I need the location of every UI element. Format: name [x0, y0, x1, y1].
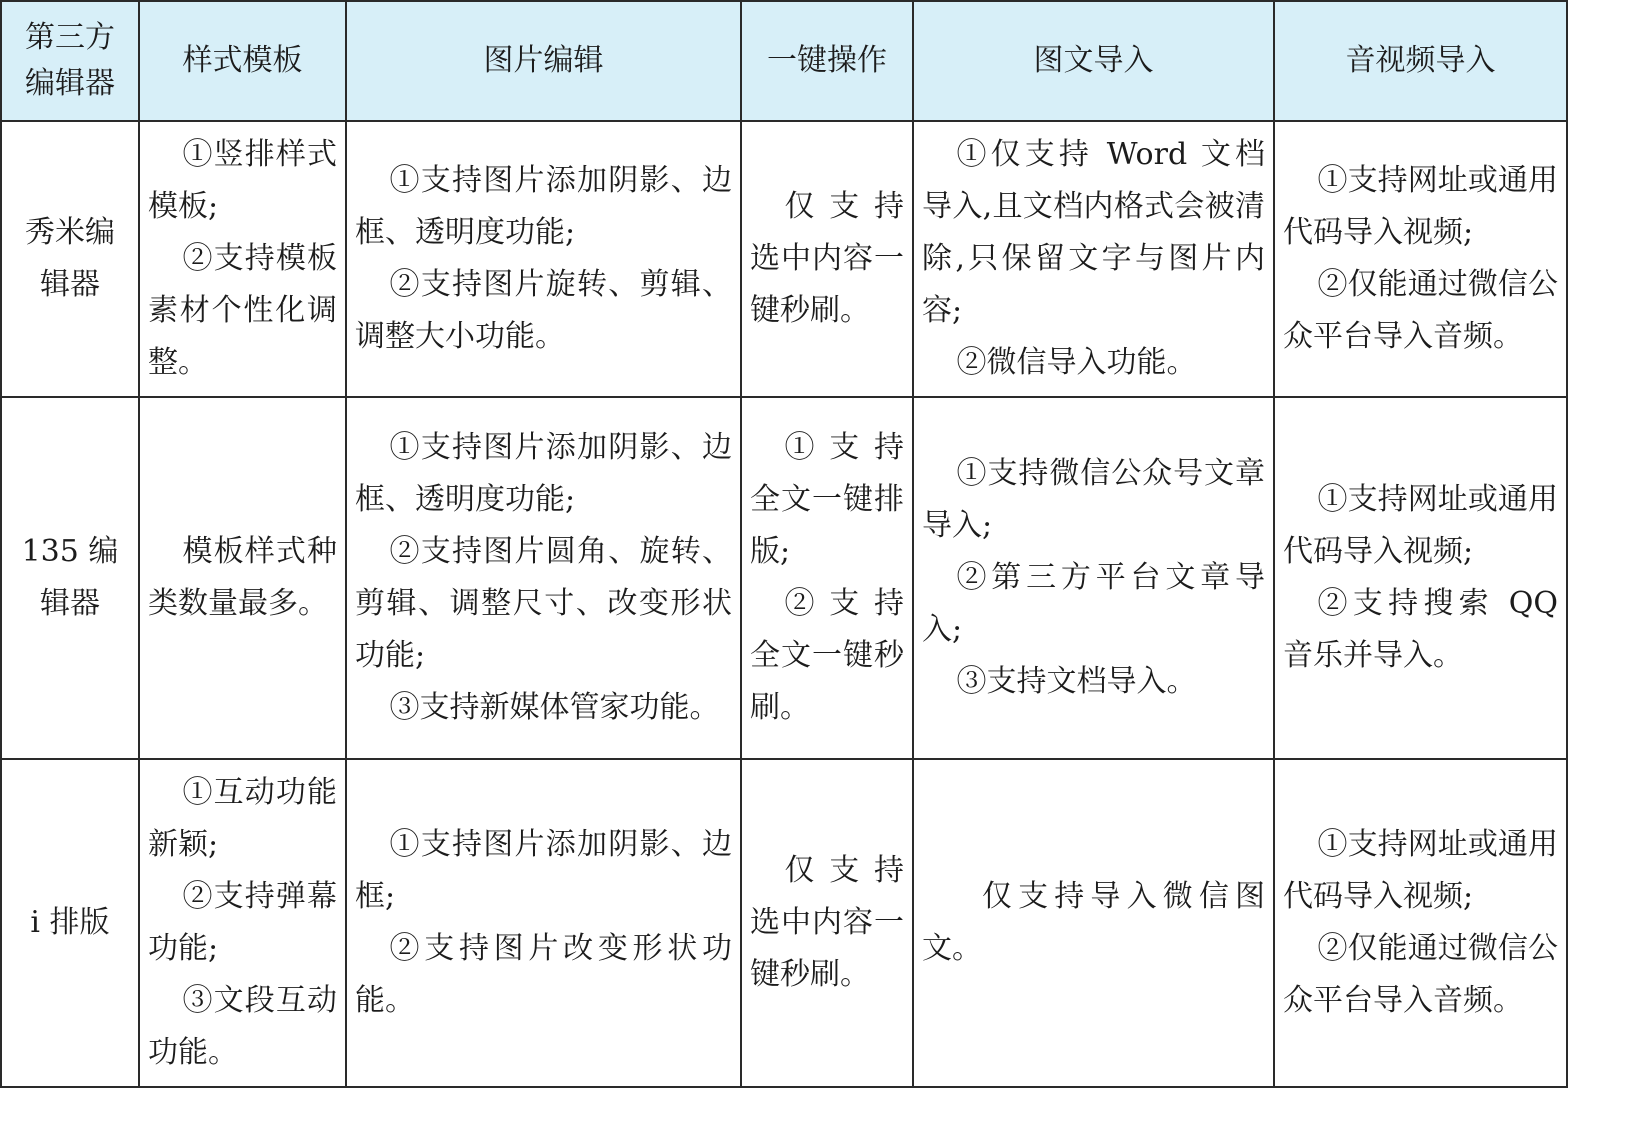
one-click-cell: [741, 121, 913, 397]
cell-paragraph: ③支持文档导入。: [956, 664, 1197, 699]
cell-paragraph: ②支持图片圆角、旋转、剪辑、调整尺寸、改变形状功能;: [355, 534, 732, 673]
cell-paragraph: ②支持模板素材个性化调整。: [148, 241, 337, 380]
text-image-import-cell: [913, 121, 1274, 397]
cell-paragraph: ②支持图片旋转、剪辑、调整大小功能。: [355, 267, 732, 354]
editor-name: i 排版: [30, 905, 110, 940]
editor-name-cell: [1, 121, 139, 397]
style-template-cell: [139, 121, 346, 397]
table-row: [1, 397, 1567, 759]
table-row: [1, 121, 1567, 397]
header-style-template: 样式模板: [139, 1, 346, 121]
cell-paragraph: ②微信导入功能。: [956, 345, 1197, 380]
cell-paragraph: ①竖排样式模板;: [148, 137, 337, 224]
cell-paragraph: ②支持弹幕功能;: [148, 879, 337, 966]
table-row: [1, 759, 1567, 1087]
cell-paragraph: 仅支持选中内容一键秒刷。: [750, 189, 904, 328]
cell-paragraph: 仅支持选中内容一键秒刷。: [750, 853, 904, 992]
av-import-cell: [1274, 759, 1567, 1087]
cell-paragraph: ②支持全文一键秒刷。: [750, 586, 904, 725]
editor-name: 135 编辑器: [21, 534, 119, 621]
cell-paragraph: ①支持图片添加阴影、边框、透明度功能;: [355, 163, 732, 250]
cell-paragraph: ①支持图片添加阴影、边框;: [355, 827, 732, 914]
cell-paragraph: ①支持全文一键排版;: [750, 430, 904, 569]
style-template-cell: [139, 397, 346, 759]
style-template-cell: [139, 759, 346, 1087]
cell-paragraph: 模板样式种类数量最多。: [148, 534, 337, 621]
image-edit-cell: [346, 397, 741, 759]
cell-paragraph: 仅支持导入微信图文。: [922, 879, 1265, 966]
cell-paragraph: ①支持网址或通用代码导入视频;: [1283, 482, 1558, 569]
header-text-image-import: 图文导入: [913, 1, 1274, 121]
header-one-click: 一键操作: [741, 1, 913, 121]
av-import-cell: [1274, 121, 1567, 397]
image-edit-cell: [346, 121, 741, 397]
cell-paragraph: ③文段互动功能。: [148, 983, 337, 1070]
cell-paragraph: ①支持网址或通用代码导入视频;: [1283, 827, 1558, 914]
av-import-cell: [1274, 397, 1567, 759]
cell-paragraph: ①支持微信公众号文章导入;: [922, 456, 1265, 543]
cell-paragraph: ②仅能通过微信公众平台导入音频。: [1283, 267, 1558, 354]
cell-paragraph: ①支持网址或通用代码导入视频;: [1283, 163, 1558, 250]
editor-name-cell: [1, 759, 139, 1087]
one-click-cell: [741, 397, 913, 759]
header-editor: 第三方编辑器: [1, 1, 139, 121]
cell-paragraph: ②第三方平台文章导入;: [922, 560, 1265, 647]
text-image-import-cell: [913, 397, 1274, 759]
editor-name: 秀米编辑器: [25, 215, 115, 302]
text-image-import-cell: [913, 759, 1274, 1087]
header-image-edit: 图片编辑: [346, 1, 741, 121]
one-click-cell: [741, 759, 913, 1087]
cell-paragraph: ①支持图片添加阴影、边框、透明度功能;: [355, 430, 732, 517]
header-row: [1, 1, 1567, 121]
cell-paragraph: ③支持新媒体管家功能。: [389, 690, 720, 725]
header-av-import: 音视频导入: [1274, 1, 1567, 121]
cell-paragraph: ①互动功能新颖;: [148, 775, 337, 862]
cell-paragraph: ②支持图片改变形状功能。: [355, 931, 732, 1018]
cell-paragraph: ①仅支持 Word 文档导入,且文档内格式会被清除,只保留文字与图片内容;: [922, 137, 1265, 328]
cell-paragraph: ②仅能通过微信公众平台导入音频。: [1283, 931, 1558, 1018]
cell-paragraph: ②支持搜索 QQ 音乐并导入。: [1283, 586, 1558, 673]
image-edit-cell: [346, 759, 741, 1087]
editor-name-cell: [1, 397, 139, 759]
